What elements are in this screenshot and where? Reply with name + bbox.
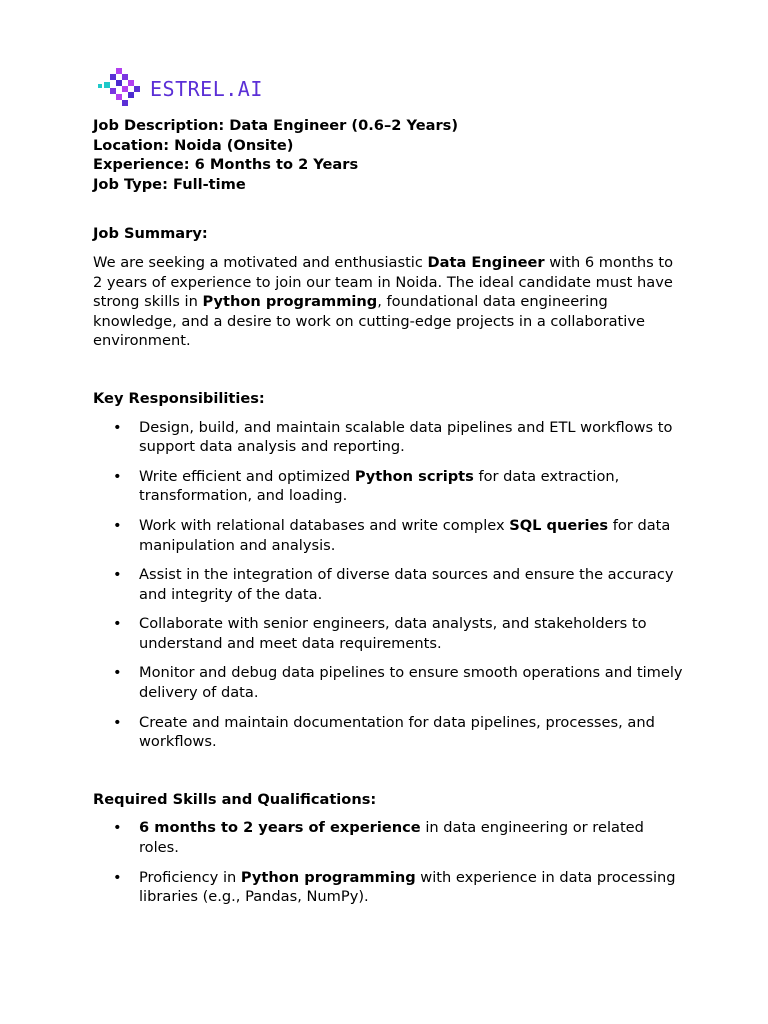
list-item-text: Work with relational databases and write complex — [139, 516, 510, 534]
list-item — [93, 868, 683, 907]
bullet-icon: • — [113, 664, 122, 682]
list-item-text: in data engineering or related roles. — [139, 819, 644, 857]
job-header — [93, 116, 683, 194]
job-type: Job Type: Full-time — [93, 175, 246, 193]
bullet-icon: • — [113, 868, 122, 886]
list-item — [93, 565, 683, 604]
summary-text: We are seeking a motivated and enthusiastic — [93, 253, 428, 271]
job-title: Job Description: Data Engineer (0.6–2 Years) — [93, 117, 459, 134]
list-item-text: with experience in data processing libraries (e.g., Pandas, NumPy). — [139, 868, 676, 906]
list-item-text: Assist in the integration of diverse data sources and ensure the accuracy and integrity of the data. — [139, 566, 674, 603]
job-experience: Experience: 6 Months to 2 Years — [93, 156, 359, 174]
list-item-text: Proficiency in — [139, 868, 241, 886]
list-item — [93, 418, 683, 457]
summary-bold: Data Engineer — [427, 253, 545, 271]
list-item — [93, 663, 683, 702]
summary-text: , foundational data engineering knowledge, and a desire to work on cutting-edge projects in a collaborative environment. — [93, 293, 645, 350]
responsibilities-title: Key Responsibilities: — [93, 389, 265, 407]
summary-text: with 6 months to 2 years of experience to join our team in Noida. The ideal candidate must have strong skills in — [93, 253, 674, 311]
list-item-bold: Python programming — [240, 868, 416, 886]
list-item-text: Create and maintain documentation for data pipelines, processes, and workflows. — [139, 713, 655, 751]
list-item-bold: Python scripts — [354, 467, 474, 485]
summary-bold: Python programming — [202, 293, 378, 311]
list-item-text: Design, build, and maintain scalable data pipelines and ETL workflows to support data analysis and reporting. — [139, 418, 673, 456]
company-logo — [98, 66, 263, 110]
bullet-icon: • — [113, 615, 122, 633]
bullet-icon: • — [113, 566, 122, 584]
requirements-title: Required Skills and Qualifications: — [93, 790, 377, 808]
bullet-icon: • — [113, 418, 122, 436]
bullet-icon: • — [113, 516, 122, 534]
responsibilities-list — [93, 418, 683, 752]
summary-title: Job Summary: — [93, 225, 208, 243]
bullet-icon: • — [113, 713, 122, 731]
logo-mark-icon — [98, 66, 146, 110]
summary-paragraph — [93, 253, 683, 351]
list-item-bold: SQL queries — [509, 516, 609, 534]
list-item-text: Write efficient and optimized — [139, 467, 355, 485]
requirements-list — [93, 818, 683, 906]
logo-text: ESTREL.AI — [150, 77, 263, 101]
list-item-text: for data manipulation and analysis. — [139, 516, 671, 554]
list-item-text: for data extraction, transformation, and loading. — [139, 467, 620, 505]
list-item — [93, 818, 683, 857]
job-description — [93, 116, 683, 917]
job-location: Location: Noida (Onsite) — [93, 136, 294, 154]
list-item — [93, 713, 683, 752]
list-item-text: Collaborate with senior engineers, data analysts, and stakeholders to understand and meet data requirements. — [139, 615, 647, 652]
list-item — [93, 614, 683, 653]
bullet-icon: • — [113, 467, 122, 485]
list-item-bold: 6 months to 2 years of experience — [139, 819, 421, 837]
list-item-text: Monitor and debug data pipelines to ensure smooth operations and timely delivery of data. — [139, 664, 683, 702]
bullet-icon: • — [113, 819, 122, 837]
list-item — [93, 516, 683, 555]
list-item — [93, 467, 683, 506]
